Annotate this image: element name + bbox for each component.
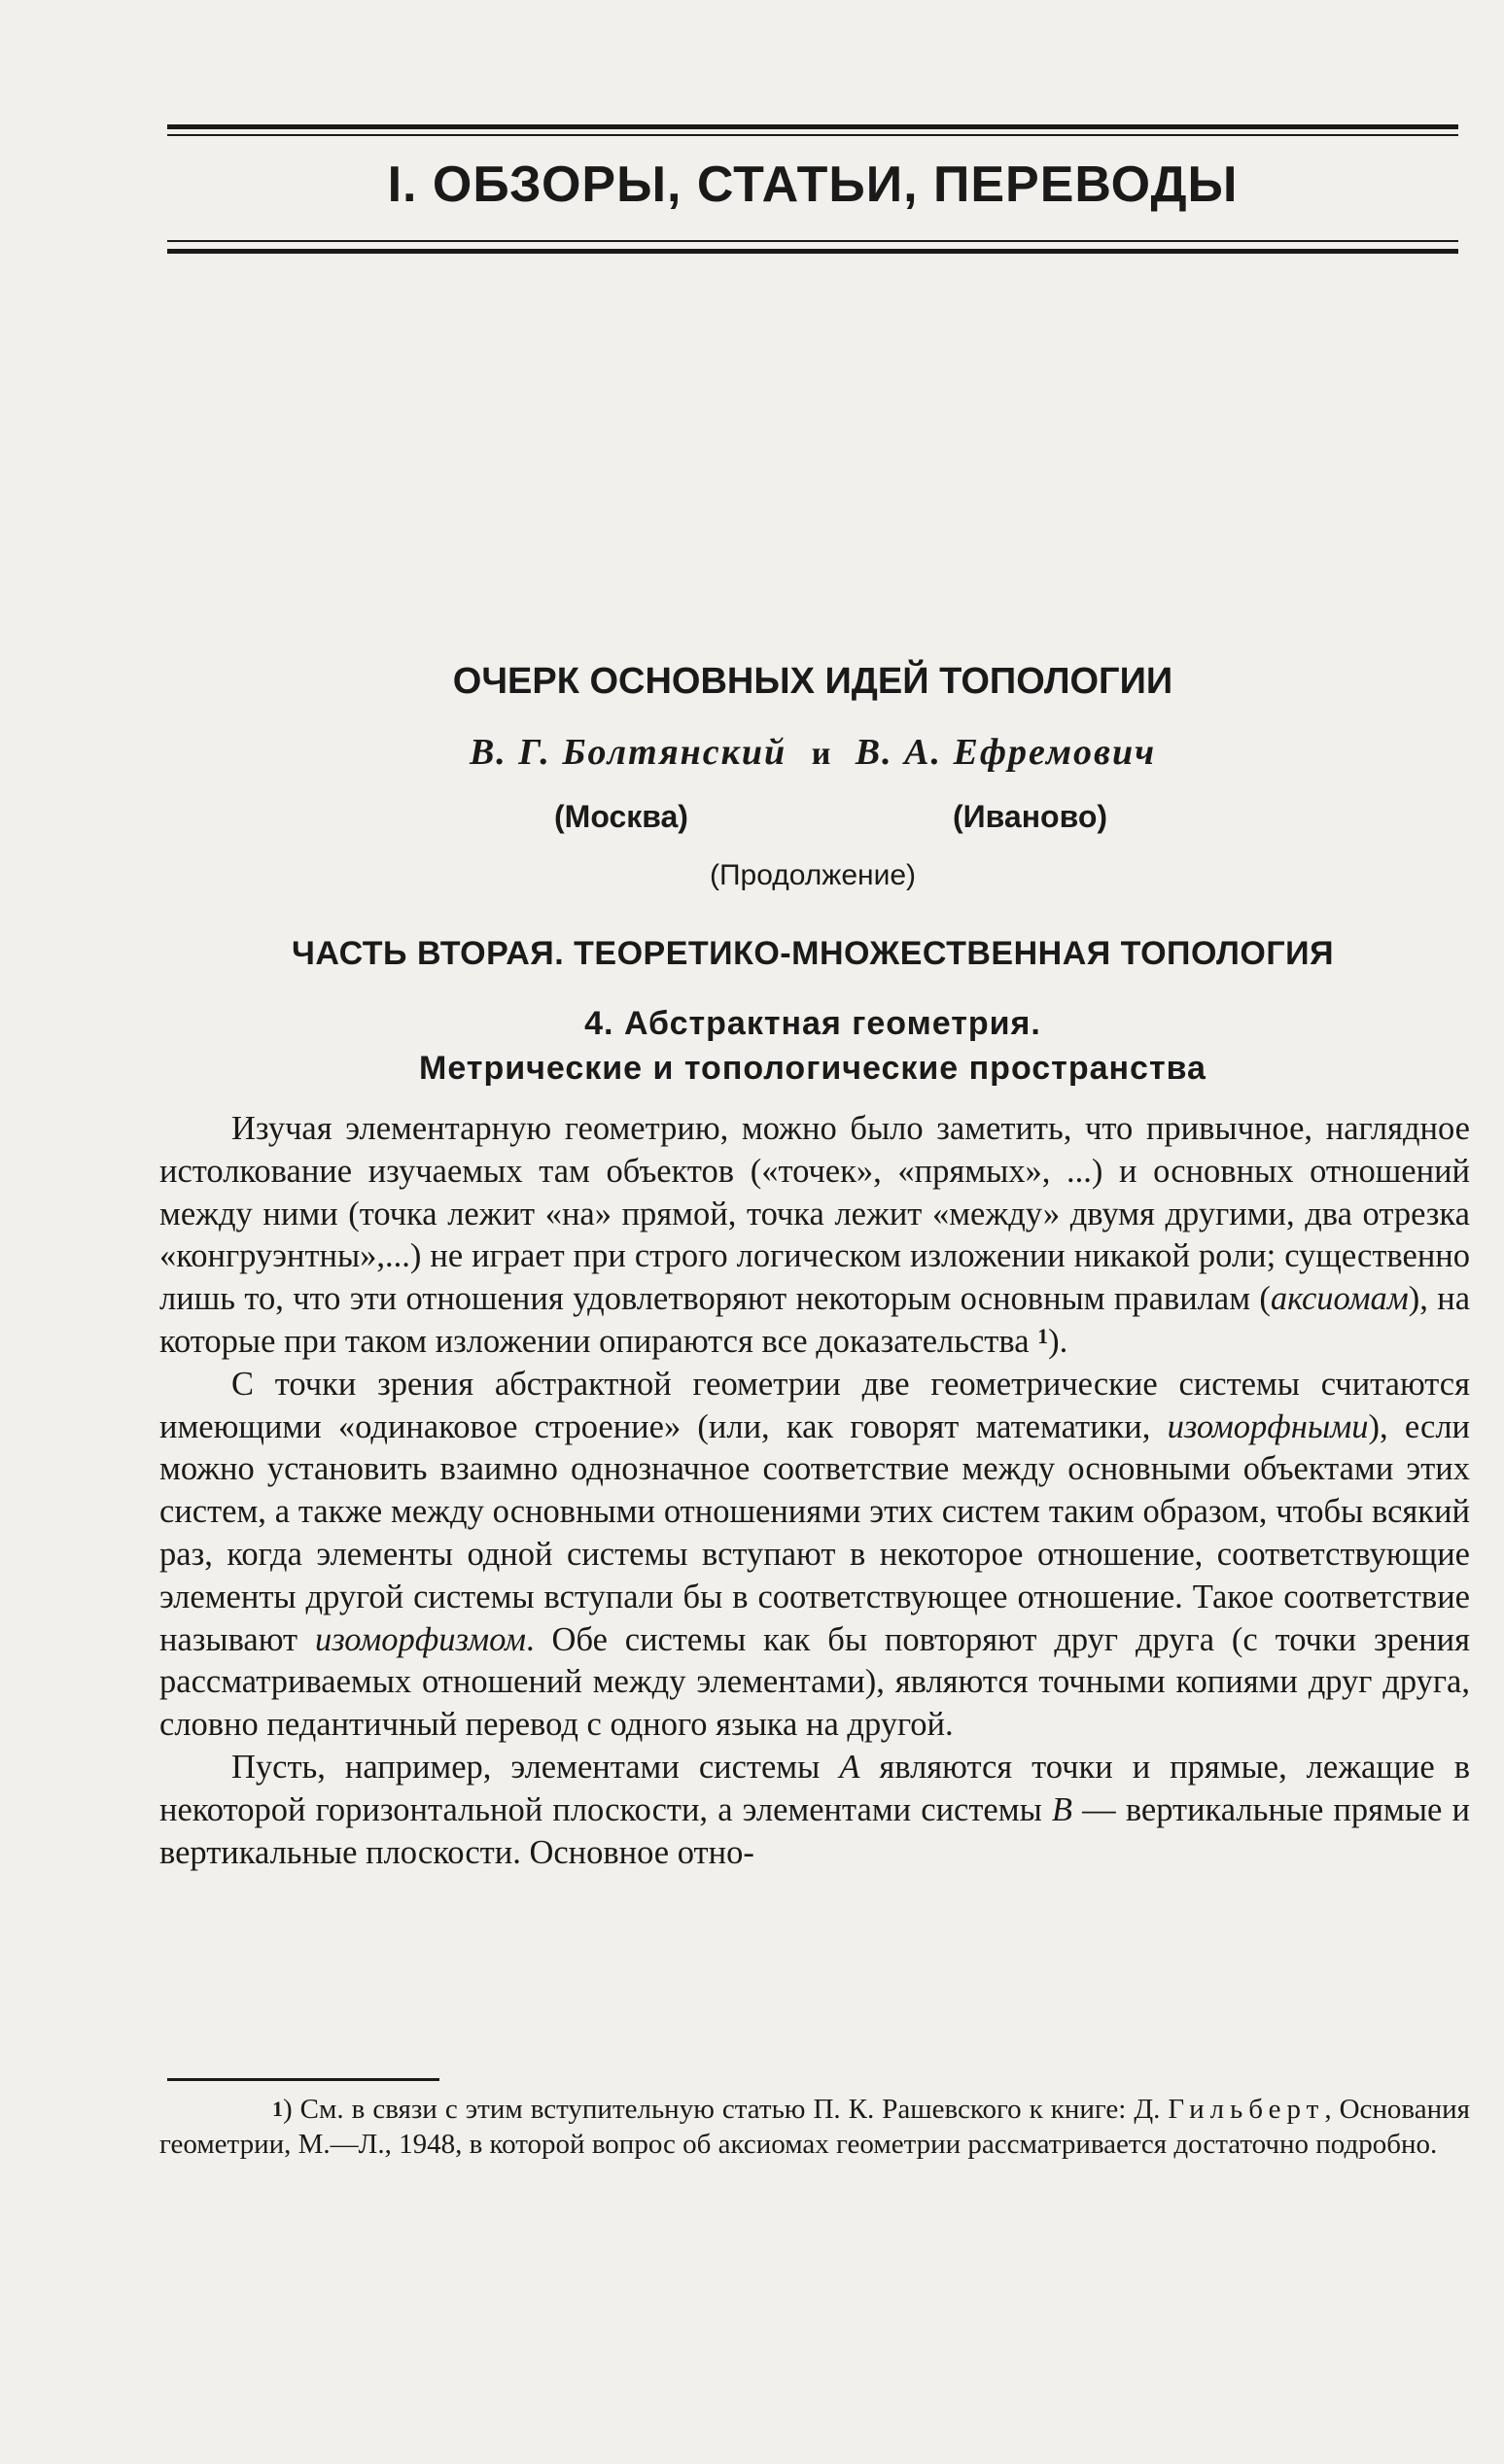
paragraph-3-text-b: являются точки и прямые, лежащие в некоторой горизонтальной плоскости, а элементами системы <box>159 1748 1470 1828</box>
system-a-variable: A <box>839 1748 860 1786</box>
author-1: В. Г. Болтянский <box>469 732 787 773</box>
paragraph-2 <box>159 1364 1470 1747</box>
footnote-mark: 1 <box>272 2097 283 2121</box>
author-1-city: (Москва) <box>554 799 688 834</box>
paragraph-3-text-c: — вертикальные прямые и вертикальные плоскости. Основное отно- <box>159 1790 1470 1871</box>
continued-note: (Продолжение) <box>709 859 917 891</box>
chapter-title-line-1: 4. Абстрактная геометрия. <box>584 1005 1041 1042</box>
paragraph-1-text-a: Изучая элементарную геометрию, можно было заметить, что привычное, наглядное истолкование изучаемых там объектов («точек», «прямых», ...) и основных отношений между ними (точка лежит «на» прямой, точка лежит «между» двумя другими, два отрезка «конгруэнтны»,...) не играет при строго логическом изложении никакой роли; существенно лишь то, что эти отношения удовлетворяют некоторым основным правилам ( <box>159 1110 1470 1318</box>
footnote-text-a: ) См. в связи с этим вступительную статью П. К. Рашевского к книге: Д. <box>283 2094 1169 2125</box>
section-heading: I. ОБЗОРЫ, СТАТЬИ, ПЕРЕВОДЫ <box>387 156 1239 213</box>
header-rule-bottom-thin <box>167 240 1458 242</box>
footnote-paragraph <box>159 2092 1470 2162</box>
paragraph-2-text-b: ), если можно установить взаимно однозначное соответствие между основными объектами этих систем, а также между основными отношениями этих систем таким образом, чтобы всякий раз, когда элементы одной системы вступают в некоторое отношение, соответствующие элементы другой системы вступали бы в соответствующее отношение. Такое соответствие называют <box>159 1407 1470 1658</box>
paragraph-1-text-b: ), на которые при таком изложении опираются все доказательства <box>159 1280 1471 1360</box>
article-title: ОЧЕРК ОСНОВНЫХ ИДЕЙ ТОПОЛОГИИ <box>452 661 1173 702</box>
chapter-title <box>167 1001 1458 1091</box>
header-rule-bottom-thick <box>167 249 1458 254</box>
chapter-title-line-2: Метрические и топологические пространства <box>419 1050 1207 1087</box>
header-rule-top-thin <box>167 134 1458 136</box>
footnote-text-b: , Основания геометрии, М.—Л., 1948, в которой вопрос об аксиомах геометрии рассматривается достаточно подробно. <box>159 2094 1470 2160</box>
paragraph-3-text-a: Пусть, например, элементами системы <box>231 1748 840 1786</box>
system-b-variable: B <box>1051 1790 1072 1828</box>
authors-conjunction: и <box>811 736 831 772</box>
paragraph-2-text-c: . Обе системы как бы повторяют друг друга (с точки зрения рассматриваемых отношений между элементами), являются точными копиями друг друга, словно педантичный перевод с одного языка на другой. <box>159 1620 1470 1744</box>
paragraph-1-text-c: ). <box>1048 1322 1068 1360</box>
paragraph-1 <box>159 1108 1470 1364</box>
article-body <box>159 1108 1470 1874</box>
paragraph-2-text-a: С точки зрения абстрактной геометрии две геометрические системы считаются имеющими «одинаковое строение» (или, как говорят математики, <box>159 1365 1470 1445</box>
footnote-reference: 1 <box>1037 1323 1049 1348</box>
header-rule-top-thick <box>167 124 1458 129</box>
footnote-author: Гильберт <box>1168 2094 1325 2125</box>
term-isomorphism: изоморфизмом <box>315 1620 527 1658</box>
author-2-city: (Иваново) <box>953 799 1108 834</box>
footnote-divider <box>167 2078 439 2081</box>
paragraph-3 <box>159 1747 1470 1874</box>
footnote <box>159 2092 1470 2162</box>
part-title: ЧАСТЬ ВТОРАЯ. ТЕОРЕТИКО-МНОЖЕСТВЕННАЯ ТОПОЛОГИЯ <box>291 935 1335 972</box>
term-isomorphic: изоморфными <box>1167 1407 1369 1445</box>
term-axioms: аксиомам <box>1270 1280 1409 1318</box>
authors-line <box>167 731 1458 774</box>
author-2: В. А. Ефремович <box>855 732 1157 773</box>
